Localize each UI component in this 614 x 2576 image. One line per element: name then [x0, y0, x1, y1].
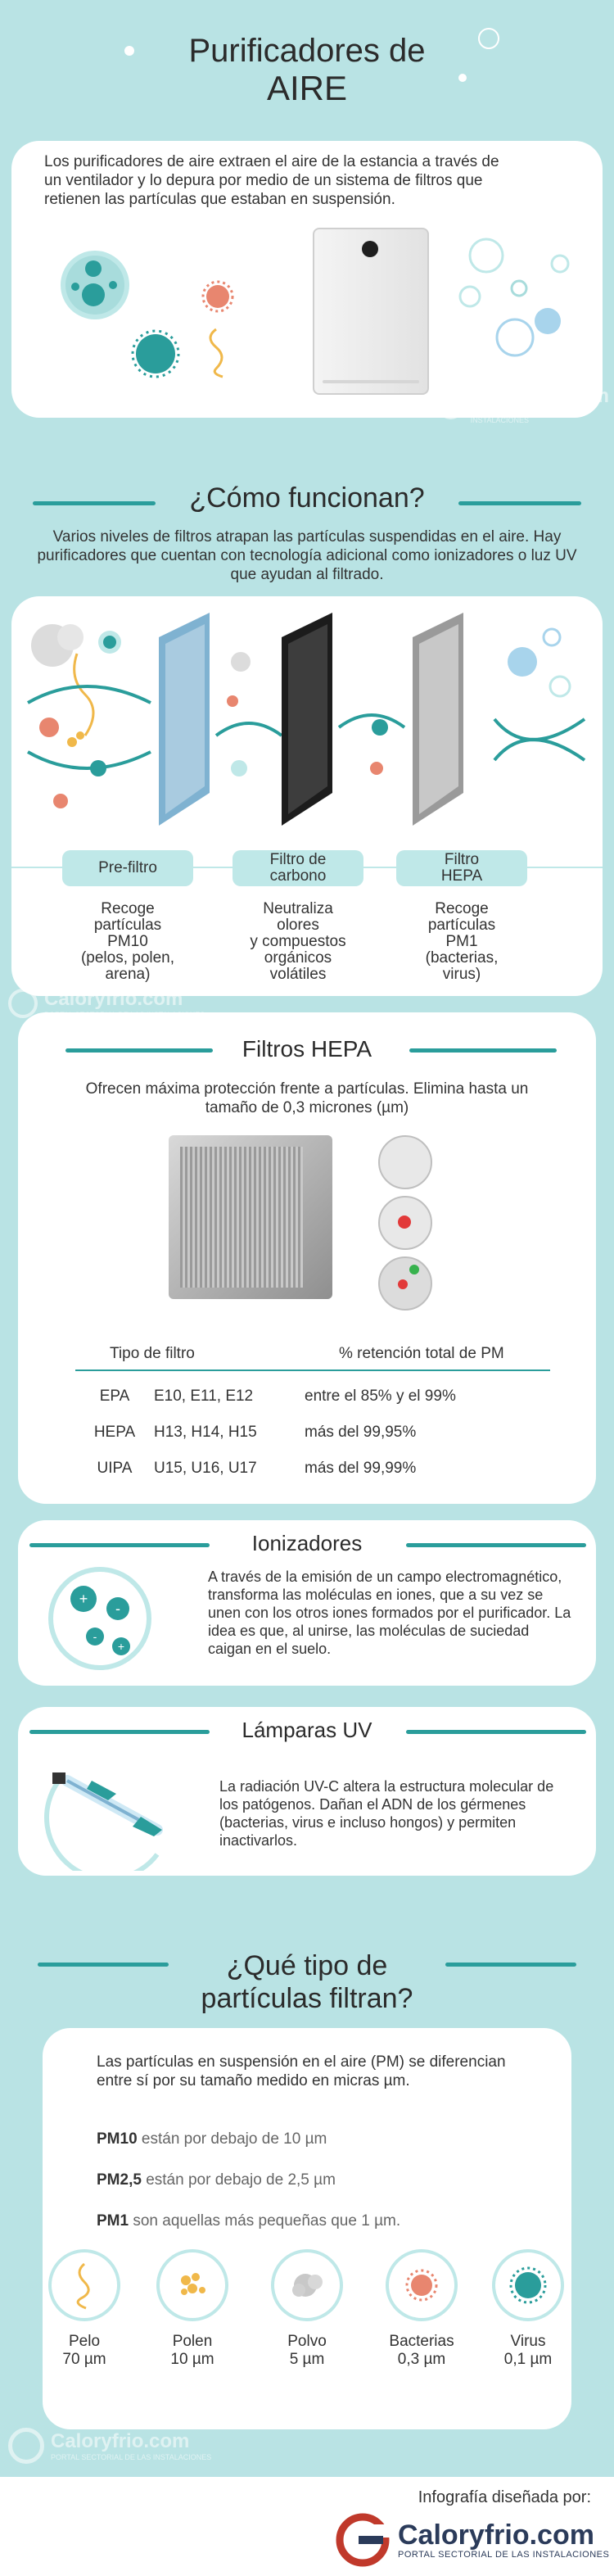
- prefilter-desc: Recoge partículas PM10 (pelos, polen, arena): [80, 900, 175, 983]
- filter-stages-illustration: [20, 604, 593, 850]
- germs-illustration: [44, 239, 290, 403]
- footer-logo[interactable]: [336, 2513, 609, 2567]
- hair-icon: [48, 2249, 120, 2321]
- designed-by: Infografía diseñada por:: [418, 2488, 591, 2506]
- hepa-filter-label: Filtro HEPA: [396, 850, 527, 886]
- watermark-logo: Caloryfrio.com PORTAL SECTORIAL DE LAS INSTALACIONES: [8, 2428, 211, 2464]
- watermark-logo: Caloryfrio.com PORTAL SECTORIAL DE LAS INSTALACIONES: [437, 385, 612, 424]
- virus-icon: [492, 2249, 564, 2321]
- ions-illustration: [43, 1561, 157, 1676]
- bubble-icon: [458, 74, 467, 82]
- title-line2: AIRE: [266, 69, 348, 107]
- table-header: [75, 1345, 550, 1371]
- capture-interception-icon: [378, 1256, 432, 1311]
- brand-tagline: PORTAL SECTORIAL DE LAS INSTALACIONES: [398, 2550, 610, 2560]
- pollen-icon: [156, 2249, 228, 2321]
- ion-text: A través de la emisión de un campo electromagnético, transforma las moléculas en iones, que a su vez se unen con los otros iones formados por el purificador. La idea es que, al unirse, las moléculas de suciedad caigan en el suelo.: [208, 1569, 571, 1657]
- hepa-filter-image: [169, 1135, 332, 1299]
- capture-impaction-icon: [378, 1196, 432, 1250]
- how-card: [11, 596, 603, 996]
- svg-text:-: -: [115, 1600, 120, 1617]
- page-title: [0, 33, 614, 108]
- column-header: Tipo de filtro: [110, 1345, 195, 1362]
- pm1-line: PM1 son aquellas más pequeñas que 1 µm.: [97, 2212, 401, 2230]
- pm10-line: PM10 están por debajo de 10 µm: [97, 2130, 327, 2148]
- carbon-filter-label: Filtro de carbono: [233, 850, 363, 886]
- prefilter-label: Pre-filtro: [62, 850, 193, 886]
- dust-icon: [271, 2249, 343, 2321]
- svg-text:+: +: [79, 1591, 88, 1607]
- capture-diffusion-icon: [378, 1135, 432, 1189]
- intro-card: [11, 141, 610, 424]
- hepa-table: [75, 1345, 550, 1478]
- ion-title: Ionizadores: [251, 1531, 363, 1555]
- how-title: ¿Cómo funcionan?: [189, 482, 425, 514]
- hepa-title: Filtros HEPA: [242, 1036, 372, 1062]
- table-row: UIPA U15, U16, U17 más del 99,99%: [97, 1460, 417, 1477]
- bacteria-icon: [386, 2249, 458, 2321]
- ionizers-card: [18, 1520, 596, 1686]
- svg-text:+: +: [117, 1640, 125, 1653]
- particle-item: Bacterias 0,3 µm: [368, 2249, 475, 2369]
- uv-text: La radiación UV-C altera la estructura molecular de los patógenos. Dañan el ADN de los gérmenes (bacterias, virus e incluso hongos) y permiten inactivarlos.: [219, 1778, 554, 1849]
- pm25-line: PM2,5 están por debajo de 2,5 µm: [97, 2171, 336, 2189]
- particle-item: Polen 10 µm: [147, 2249, 237, 2369]
- particles-title: ¿Qué tipo de partículas filtran?: [201, 1950, 413, 2014]
- uv-title: Lámparas UV: [242, 1718, 372, 1742]
- footer: [0, 2477, 614, 2576]
- table-row: HEPA H13, H14, H15 más del 99,95%: [93, 1424, 417, 1441]
- bubble-icon: [478, 28, 499, 49]
- brand-logo-icon: [336, 2513, 390, 2567]
- particle-item: Polvo 5 µm: [262, 2249, 352, 2369]
- particle-item: Virus 0,1 µm: [483, 2249, 573, 2369]
- hepa-filter-desc: Recoge partículas PM1 (bacterias, virus): [425, 900, 499, 983]
- uv-lamp-illustration: [43, 1748, 182, 1871]
- table-row: EPA E10, E11, E12 entre el 85% y el 99%: [99, 1388, 456, 1405]
- svg-text:-: -: [93, 1630, 97, 1643]
- particle-item: Pelo 70 µm: [39, 2249, 129, 2369]
- particles-row: [33, 2249, 581, 2388]
- carbon-filter-desc: Neutraliza olores y compuestos orgánicos volátiles: [250, 900, 346, 983]
- watermark-logo: Caloryfrio.com: [8, 988, 205, 1019]
- title-line1: Purificadores de: [188, 33, 426, 69]
- purifier-device: [313, 228, 429, 395]
- column-header: % retención total de PM: [339, 1345, 504, 1362]
- bubble-icon: [124, 46, 134, 56]
- power-icon: [362, 241, 378, 257]
- brand-name: Caloryfrio.com: [398, 2519, 594, 2551]
- particles-intro: Las partículas en suspensión en el aire (PM) se diferencian entre sí por su tamaño medido en micras µm.: [97, 2053, 506, 2089]
- uv-card: [18, 1707, 596, 1876]
- air-bubbles: [437, 231, 585, 362]
- how-text: Varios niveles de filtros atrapan las partículas suspendidas en el aire. Hay purificadores que cuentan con tecnología adicional como ionizadores o luz UV que ayudan al filtrado.: [37, 528, 577, 583]
- hepa-text: Ofrecen máxima protección frente a partículas. Elimina hasta un tamaño de 0,3 micrones (µm): [85, 1080, 529, 1116]
- intro-text: Los purificadores de aire extraen el aire de la estancia a través de un ventilador y lo depura por medio de un sistema de filtros que retienen las partículas que estaban en suspensión.: [44, 153, 499, 208]
- hepa-card: [18, 1012, 596, 1504]
